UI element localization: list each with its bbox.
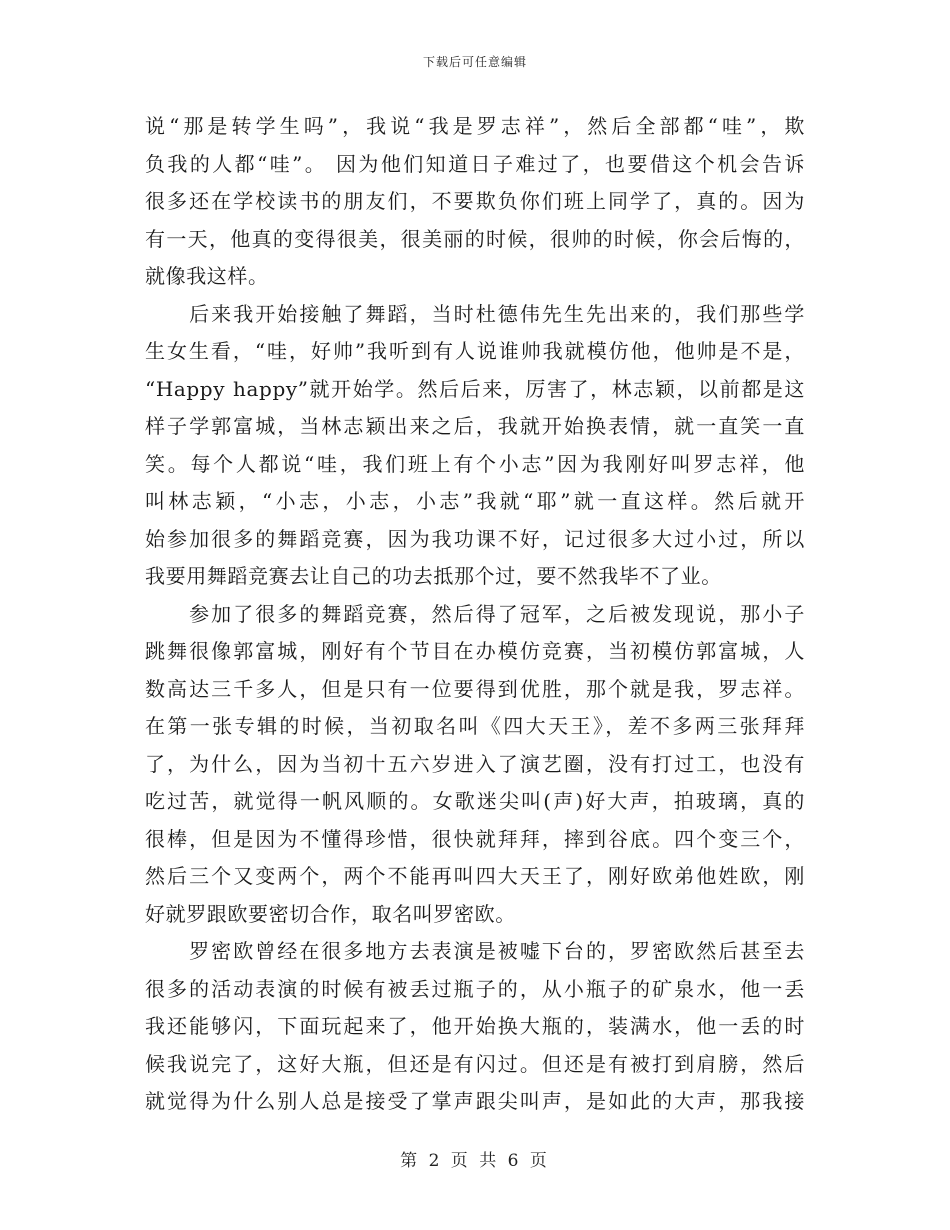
- text-line: 然后三个又变两个，两个不能再叫四大天王了，刚好欧弟他姓欧，刚: [145, 864, 805, 888]
- text-line: 负我的人都“哇”。 因为他们知道日子难过了，也要借这个机会告诉: [145, 151, 805, 176]
- page-header: 下载后可任意编辑: [422, 55, 527, 69]
- text-line: 很多的活动表演的时候有被丢过瓶子的，从小瓶子的矿泉水，他一丢: [145, 976, 805, 1001]
- text-line: 样子学郭富城，当林志颖出来之后，我就开始换表情，就一直笑一直: [145, 414, 805, 438]
- text-line: 有一天，他真的变得很美，很美丽的时候，很帅的时候，你会后悔的，: [145, 226, 805, 251]
- text-line: 生女生看，“哇，好帅”我听到有人说谁帅我就模仿他，他帅是不是，: [145, 339, 805, 363]
- text-line: 罗密欧曾经在很多地方去表演是被嘘下台的，罗密欧然后甚至去: [145, 939, 805, 963]
- text-line: 参加了很多的舞蹈竞赛，然后得了冠军，之后被发现说，那小子: [145, 601, 805, 626]
- text-line: 好就罗跟欧要密切合作，取名叫罗密欧。: [145, 901, 516, 926]
- text-line: 了，为什么，因为当初十五六岁进入了演艺圈，没有打过工，也没有: [145, 751, 805, 776]
- text-line: 始参加很多的舞蹈竞赛，因为我功课不好，记过很多大过小过，所以: [145, 526, 805, 551]
- text-line: 候我说完了，这好大瓶，但还是有闪过。但还是有被打到肩膀，然后: [145, 1051, 805, 1076]
- text-line: 很多还在学校读书的朋友们，不要欺负你们班上同学了，真的。因为: [145, 189, 805, 213]
- text-line: 吃过苦，就觉得一帆风顺的。女歌迷尖叫(声)好大声，拍玻璃，真的: [145, 789, 805, 813]
- text-line: 就觉得为什么别人总是接受了掌声跟尖叫声，是如此的大声，那我接: [145, 1089, 805, 1113]
- text-line: 我要用舞蹈竞赛去让自己的功去抵那个过，要不然我毕不了业。: [145, 564, 722, 588]
- text-line: 笑。每个人都说“哇，我们班上有个小志”因为我刚好叫罗志祥，他: [145, 451, 805, 476]
- text-line: 说“那是转学生吗”，我说“我是罗志祥”，然后全部都“哇”，欺: [145, 114, 805, 138]
- text-line: 很棒，但是因为不懂得珍惜，很快就拜拜，摔到谷底。四个变三个，: [145, 826, 805, 851]
- text-line: 后来我开始接触了舞蹈，当时杜德伟先生先出来的，我们那些学: [145, 301, 805, 326]
- text-line: 跳舞很像郭富城，刚好有个节目在办模仿竞赛，当初模仿郭富城，人: [145, 639, 805, 663]
- body-text: [145, 108, 805, 1121]
- text-line: 数高达三千多人，但是只有一位要得到优胜，那个就是我，罗志祥。: [145, 676, 805, 701]
- text-line: 就像我这样。: [145, 264, 269, 288]
- text-line: 叫林志颖，“小志，小志，小志”我就“耶”就一直这样。然后就开: [145, 489, 805, 513]
- text-line: 我还能够闪，下面玩起来了，他开始换大瓶的，装满水，他一丢的时: [145, 1014, 805, 1038]
- text-line: 在第一张专辑的时候，当初取名叫《四大天王》，差不多两三张拜拜: [145, 714, 805, 738]
- text-line: “Happy happy”就开始学。然后后来，厉害了，林志颖，以前都是这: [145, 376, 805, 401]
- page-number: 第 2 页 共 6 页: [400, 1151, 550, 1171]
